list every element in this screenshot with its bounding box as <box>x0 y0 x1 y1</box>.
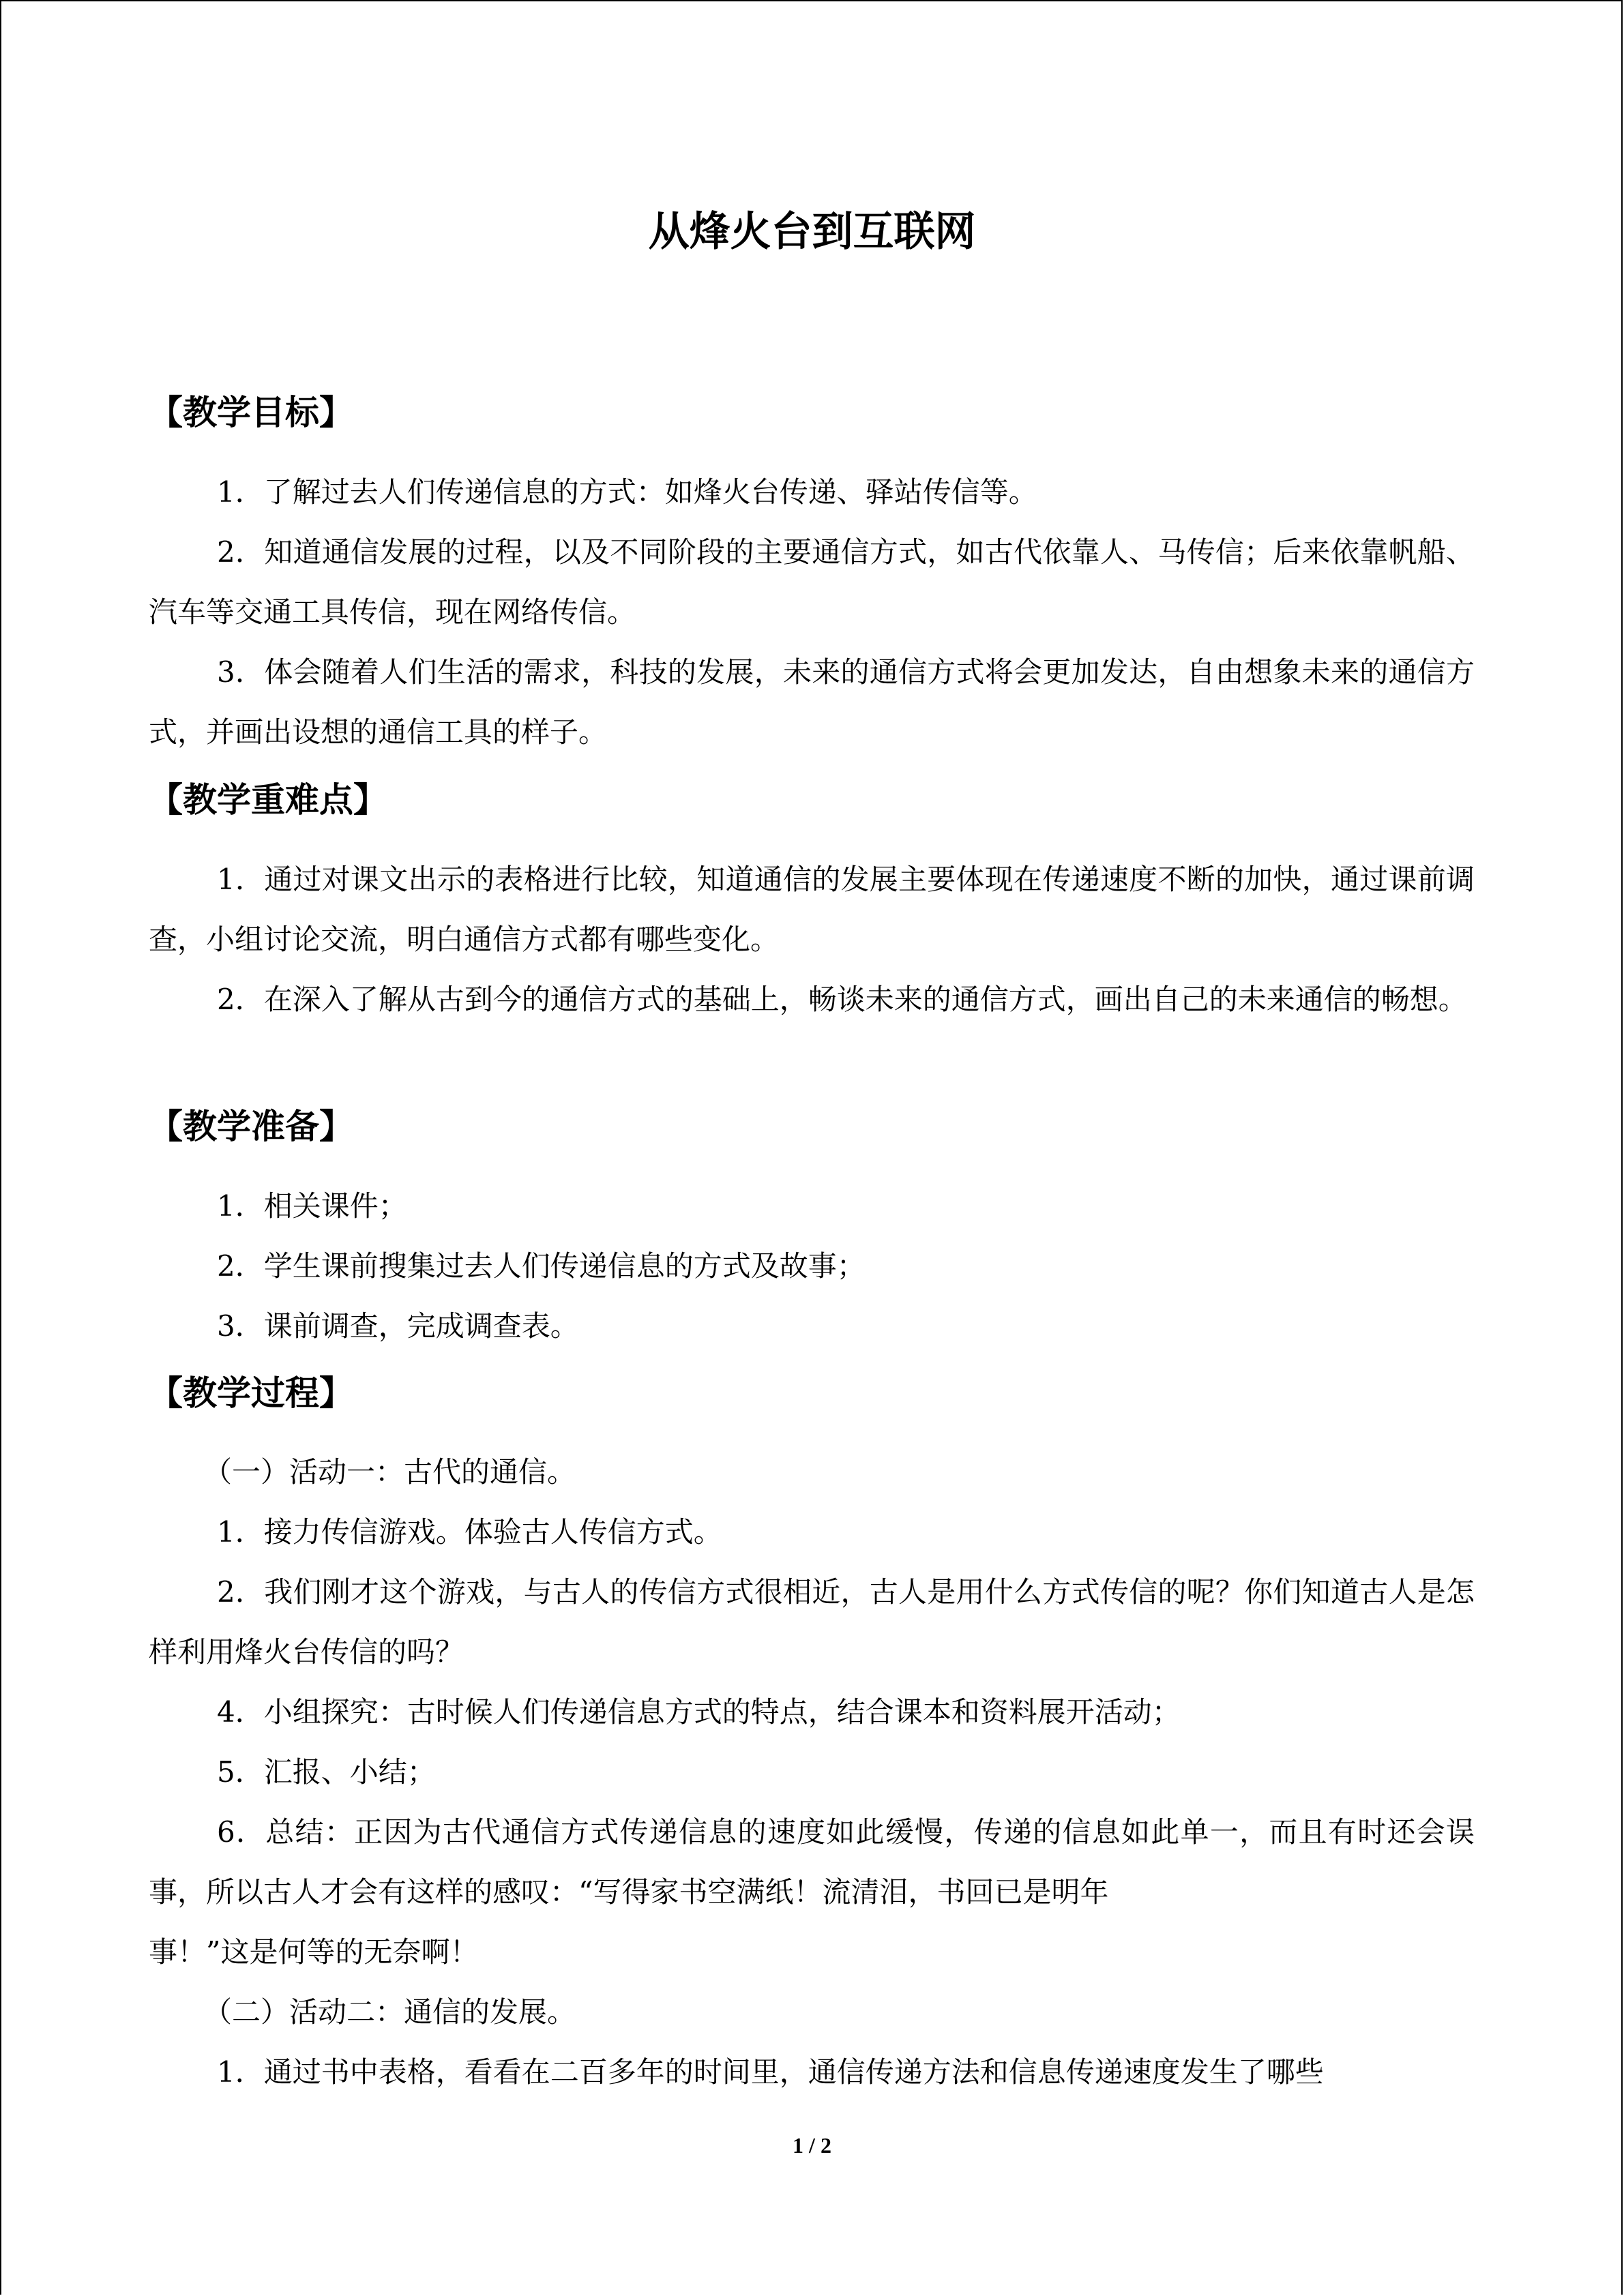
goal-item-2: 2．知道通信发展的过程，以及不同阶段的主要通信方式，如古代依靠人、马传信；后来依靠帆船、汽车等交通工具传信，现在网络传信。 <box>149 535 1475 629</box>
process-item-1: 1．接力传信游戏。体验古人传信方式。 <box>217 1515 722 1549</box>
process-item-6: 6．总结：正因为古代通信方式传递信息的速度如此缓慢，传递的信息如此单一，而且有时还会误事，所以古人才会有这样的感叹：“写得家书空满纸！流清泪，书回已是明年 <box>149 1815 1475 1909</box>
preparation-item-2: 2．学生课前搜集过去人们传递信息的方式及故事； <box>217 1249 866 1283</box>
process-item-4: 4．小组探究：古时候人们传递信息方式的特点，结合课本和资料展开活动； <box>217 1695 1181 1729</box>
preparation-item-3: 3．课前调查，完成调查表。 <box>217 1309 579 1343</box>
process-activity-1: （一）活动一：古代的通信。 <box>203 1455 576 1489</box>
goal-item-3: 3．体会随着人们生活的需求，科技的发展，未来的通信方式将会更加发达，自由想象未来的通信方式，并画出设想的通信工具的样子。 <box>149 655 1475 749</box>
process-item-5: 5．汇报、小结； <box>217 1755 436 1789</box>
section-heading-process: 【教学过程】 <box>149 1373 353 1413</box>
page-number: 1 / 2 <box>793 2133 831 2158</box>
section-heading-goals: 【教学目标】 <box>149 393 353 432</box>
goal-item-1: 1．了解过去人们传递信息的方式：如烽火台传递、驿站传信等。 <box>217 475 1037 509</box>
process-item-7: 1．通过书中表格，看看在二百多年的时间里，通信传递方法和信息传递速度发生了哪些 <box>217 2055 1324 2089</box>
process-item-2: 2．我们刚才这个游戏，与古人的传信方式很相近，古人是用什么方式传信的呢？你们知道古人是怎样利用烽火台传信的吗？ <box>149 1575 1475 1669</box>
process-activity-2: （二）活动二：通信的发展。 <box>203 1995 576 2029</box>
section-heading-preparation: 【教学准备】 <box>149 1107 353 1146</box>
process-item-6-continued: 事！”这是何等的无奈啊！ <box>149 1935 479 1969</box>
document-title: 从烽火台到互联网 <box>648 208 976 256</box>
key-point-item-2: 2．在深入了解从古到今的通信方式的基础上，畅谈未来的通信方式，画出自己的未来通信的畅想。 <box>217 983 1467 1016</box>
section-heading-key-points: 【教学重难点】 <box>149 780 387 820</box>
key-point-item-1: 1．通过对课文出示的表格进行比较，知道通信的发展主要体现在传递速度不断的加快，通过课前调查，小组讨论交流，明白通信方式都有哪些变化。 <box>149 863 1475 956</box>
preparation-item-1: 1．相关课件； <box>217 1189 407 1223</box>
